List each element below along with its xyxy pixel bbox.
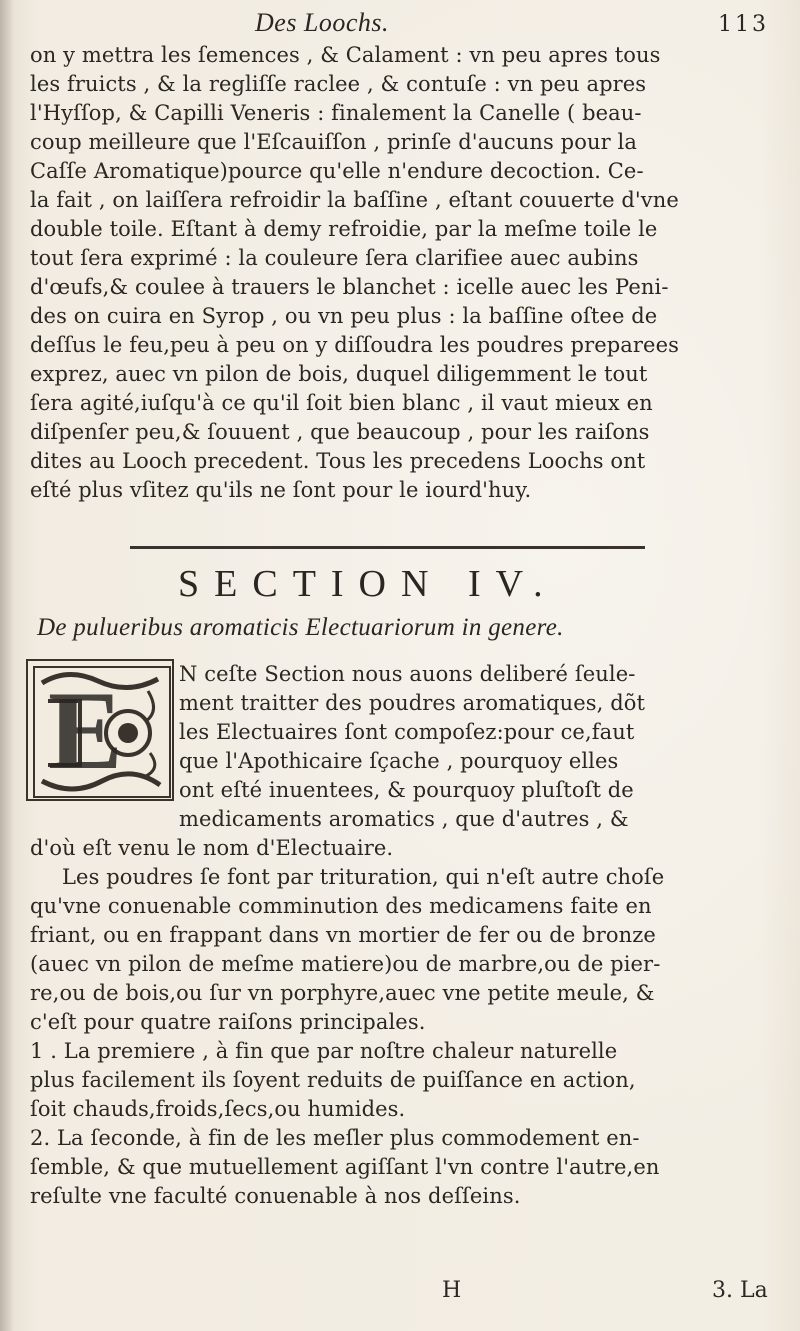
- decorated-initial: [26, 659, 174, 801]
- catchword: 3. La: [712, 1278, 768, 1303]
- text-line: ſera agité,iuſqu'à ce qu'il ſoit bien blanc , il vaut mieux en: [30, 391, 653, 415]
- text-line: medicaments aromatics , que d'autres , &: [179, 807, 629, 831]
- text-line: (auec vn pilon de meſme matiere)ou de marbre,ou de pier-: [30, 952, 661, 976]
- text-line: d'où eſt venu le nom d'Electuaire.: [30, 836, 394, 860]
- text-line: double toile. Eſtant à demy refroidie, par la meſme toile le: [30, 217, 658, 241]
- text-line: ſoit chauds,froids,ſecs,ou humides.: [30, 1097, 406, 1121]
- text-line: Caſſe Aromatique)pource qu'elle n'endure decoction. Ce-: [30, 159, 644, 183]
- text-line: la fait , on laiſſera refroidir la baſſine , eſtant couuerte d'vne: [30, 188, 679, 212]
- text-line: qu'vne conuenable comminution des medicamens faite en: [30, 894, 652, 918]
- text-line: ment traitter des poudres aromatiques, dõt: [179, 691, 646, 715]
- text-line: 2. La ſeconde, à fin de les meſler plus commodement en-: [30, 1126, 640, 1150]
- text-line: les fruicts , & la regliſſe raclee , & contuſe : vn peu apres: [30, 72, 647, 96]
- running-head: Des Loochs.: [255, 8, 390, 37]
- text-line: les Electuaires ſont compoſez:pour ce,faut: [179, 720, 635, 744]
- text-line: coup meilleure que l'Eſcauiſſon , prinſe d'aucuns pour la: [30, 130, 637, 154]
- text-line: d'œufs,& coulee à trauers le blanchet : icelle auec les Peni-: [30, 275, 669, 299]
- text-line: l'Hyſſop, & Capilli Veneris : finalement la Canelle ( beau-: [30, 101, 642, 125]
- text-line: ſemble, & que mutuellement agiſſant l'vn contre l'autre,en: [30, 1155, 660, 1179]
- text-line: ont eſté inuentees, & pourquoy pluſtoſt de: [179, 778, 634, 802]
- page-number: 113: [718, 12, 769, 37]
- text-line: re,ou de bois,ou ſur vn porphyre,auec vne petite meule, &: [30, 981, 655, 1005]
- text-line: friant, ou en frappant dans vn mortier de fer ou de bronze: [30, 923, 656, 947]
- signature-mark: H: [442, 1278, 462, 1303]
- text-line: diſpenſer peu,& ſouuent , que beaucoup , pour les raiſons: [30, 420, 650, 444]
- section-title: SECTION IV.: [178, 563, 558, 605]
- section-subtitle: De pulueribus aromaticis Electuariorum in genere.: [37, 614, 564, 641]
- initial-letter: E: [48, 669, 123, 793]
- text-line: que l'Apothicaire ſçache , pourquoy elles: [179, 749, 619, 773]
- text-line: des on cuira en Syrop , ou vn peu plus : la baſſine oſtee de: [30, 304, 658, 328]
- text-line: eſté plus vſitez qu'ils ne ſont pour le iourd'huy.: [30, 478, 532, 502]
- text-line: tout ſera exprimé : la couleure ſera clarifiee auec aubins: [30, 246, 639, 270]
- text-line: on y mettra les ſemences , & Calament : vn peu apres tous: [30, 43, 661, 67]
- text-line: 1 . La premiere , à fin que par noſtre chaleur naturelle: [30, 1039, 618, 1063]
- text-line: reſulte vne faculté conuenable à nos deſſeins.: [30, 1184, 521, 1208]
- text-line: exprez, auec vn pilon de bois, duquel diligemment le tout: [30, 362, 648, 386]
- text-line: dites au Looch precedent. Tous les precedens Loochs ont: [30, 449, 646, 473]
- text-line: plus facilement ils ſoyent reduits de puiſſance en action,: [30, 1068, 636, 1092]
- text-line: Les poudres ſe font par trituration, qui n'eſt autre choſe: [62, 865, 665, 889]
- section-divider: [130, 546, 645, 549]
- text-line: N ceſte Section nous auons deliberé ſeule-: [179, 662, 636, 686]
- text-line: c'eſt pour quatre raiſons principales.: [30, 1010, 426, 1034]
- text-line: deſſus le feu,peu à peu on y diſſoudra les poudres preparees: [30, 333, 679, 357]
- page-gutter-shadow: [0, 0, 14, 1331]
